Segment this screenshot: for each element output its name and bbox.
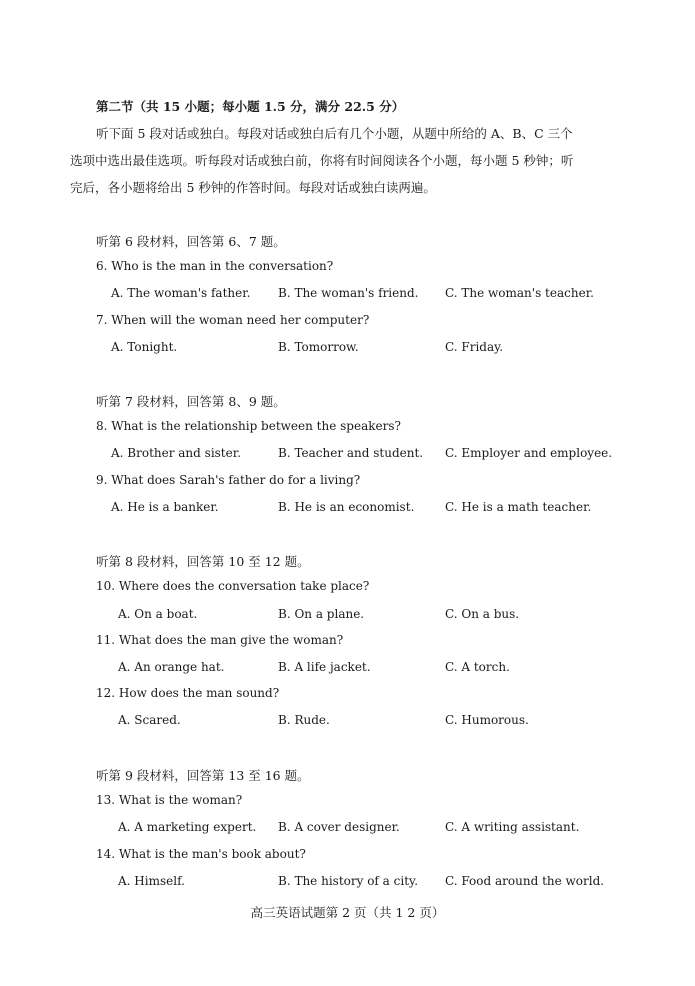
option-7c: C. Friday. — [445, 340, 504, 354]
option-6a: A. The woman's father. — [111, 286, 251, 300]
group-title-4: 听第 9 段材料，回答第 13 至 16 题。 — [96, 768, 310, 783]
question-8: 8. What is the relationship between the speakers? — [96, 419, 401, 433]
group-title-2: 听第 7 段材料，回答第 8、9 题。 — [96, 394, 286, 409]
question-11: 11. What does the man give the woman? — [96, 633, 344, 647]
page-footer: 高三英语试题第 2 页（共 1 2 页） — [250, 905, 445, 920]
option-6b: B. The woman's friend. — [278, 286, 419, 300]
option-6c: C. The woman's teacher. — [445, 286, 594, 300]
option-10b: B. On a plane. — [278, 607, 365, 621]
option-10a: A. On a boat. — [118, 607, 198, 621]
question-13: 13. What is the woman? — [96, 793, 243, 807]
option-13a: A. A marketing expert. — [118, 820, 257, 834]
question-12: 12. How does the man sound? — [96, 686, 280, 700]
question-7: 7. When will the woman need her computer? — [96, 313, 370, 327]
option-11b: B. A life jacket. — [278, 660, 371, 674]
option-10c: C. On a bus. — [445, 607, 520, 621]
option-9c: C. He is a math teacher. — [445, 500, 592, 514]
option-12c: C. Humorous. — [445, 713, 529, 727]
option-8b: B. Teacher and student. — [278, 446, 424, 460]
option-13c: C. A writing assistant. — [445, 820, 580, 834]
option-13b: B. A cover designer. — [278, 820, 400, 834]
option-7b: B. Tomorrow. — [278, 340, 359, 354]
option-14c: C. Food around the world. — [445, 874, 605, 888]
group-title-1: 听第 6 段材料，回答第 6、7 题。 — [96, 234, 286, 249]
question-6: 6. Who is the man in the conversation? — [96, 259, 334, 273]
option-8a: A. Brother and sister. — [111, 446, 241, 460]
option-12b: B. Rude. — [278, 713, 330, 727]
section-header: 第二节（共 15 小题；每小题 1.5 分，满分 22.5 分） — [96, 99, 405, 114]
question-14: 14. What is the man's book about? — [96, 847, 306, 861]
option-9a: A. He is a banker. — [111, 500, 219, 514]
question-9: 9. What does Sarah's father do for a living? — [96, 473, 361, 487]
instruction-line-3: 完后，各小题将给出 5 秒钟的作答时间。每段对话或独白读两遍。 — [70, 180, 436, 195]
option-12a: A. Scared. — [118, 713, 181, 727]
option-11a: A. An orange hat. — [118, 660, 225, 674]
option-9b: B. He is an economist. — [278, 500, 415, 514]
instruction-line-2: 选项中选出最佳选项。听每段对话或独白前，你将有时间阅读各个小题，每小题 5 秒钟；听 — [70, 153, 574, 168]
option-7a: A. Tonight. — [111, 340, 178, 354]
instruction-line-1: 听下面 5 段对话或独白。每段对话或独白后有几个小题，从题中所给的 A、B、C 三个 — [96, 126, 573, 141]
option-14b: B. The history of a city. — [278, 874, 419, 888]
group-title-3: 听第 8 段材料，回答第 10 至 12 题。 — [96, 554, 310, 569]
option-8c: C. Employer and employee. — [445, 446, 613, 460]
option-11c: C. A torch. — [445, 660, 510, 674]
option-14a: A. Himself. — [118, 874, 185, 888]
question-10: 10. Where does the conversation take place? — [96, 579, 370, 593]
